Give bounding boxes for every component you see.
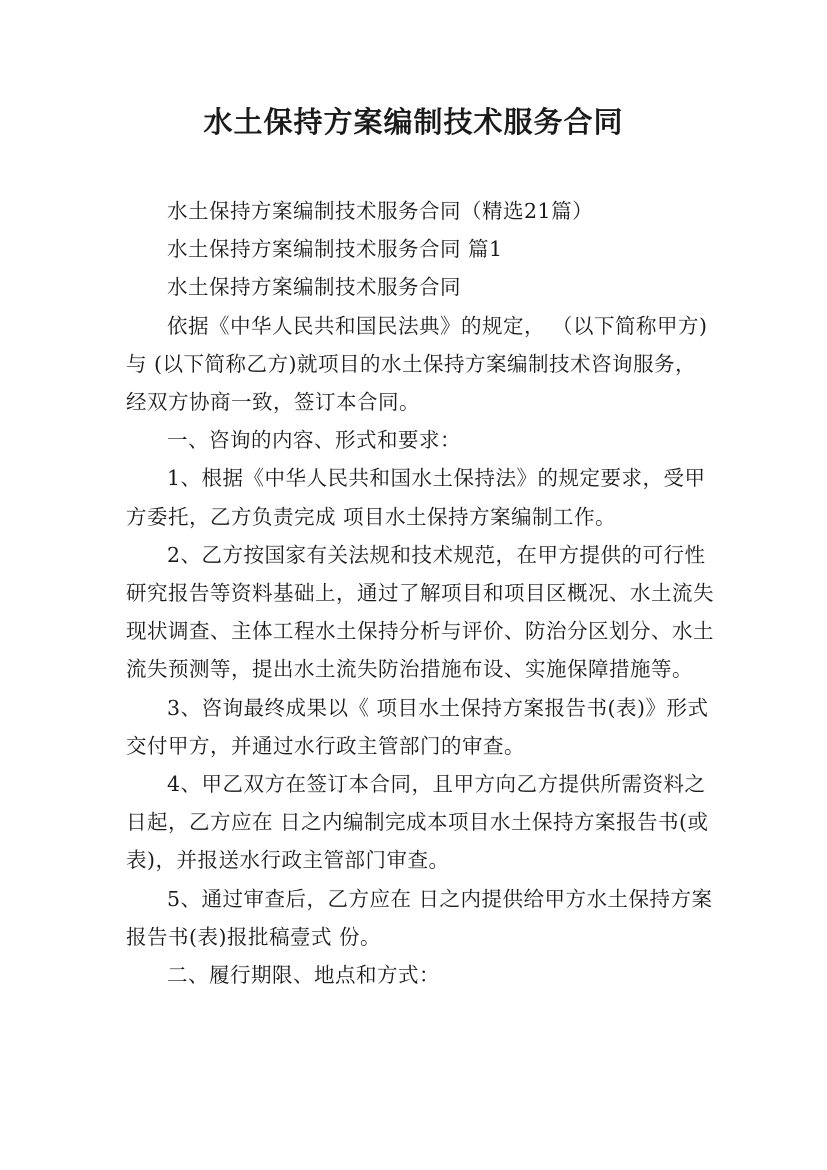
paragraph-selection-title: 水土保持方案编制技术服务合同（精选21篇）: [167, 199, 594, 223]
paragraph-section-two-heading: 二、履行期限、地点和方式：: [167, 963, 440, 988]
paragraph-clause-4: 4、甲乙双方在签订本合同，且甲方向乙方提供所需资料之日起，乙方应在 日之内编制完成本项目水土保持方案报告书(或表)，并报送水行政主管部门审查。: [126, 772, 709, 873]
paragraph-clause-2: 2、乙方按国家有关法规和技术规范，在甲方提供的可行性研究报告等资料基础上，通过了解项目和项目区概况、水土流失现状调查、主体工程水土保持分析与评价、防治分区划分、水土流失预测等，提出水土流失防治措施布设、实施保障措施等。: [126, 542, 714, 682]
paragraph-contract-name: 水土保持方案编制技术服务合同: [167, 275, 461, 300]
paragraph-clause-1: 1、根据《中华人民共和国水土保持法》的规定要求，受甲方委托，乙方负责完成 项目水土保持方案编制工作。: [126, 466, 706, 529]
document-title: 水土保持方案编制技术服务合同: [203, 105, 624, 139]
paragraph-chapter-heading: 水土保持方案编制技术服务合同 篇1: [167, 237, 503, 262]
paragraph-clause-5: 5、通过审查后，乙方应在 日之内提供给甲方水土保持方案报告书(表)报批稿壹式 份。: [126, 886, 713, 949]
paragraph-section-one-heading: 一、咨询的内容、形式和要求：: [167, 428, 461, 453]
paragraph-preamble: 依据《中华人民共和国民法典》的规定， （以下简称甲方)与 (以下简称乙方)就项目的水土保持方案编制技术咨询服务，经双方协商一致，签订本合同。: [126, 313, 708, 415]
document-body: [126, 192, 716, 994]
paragraph-clause-3: 3、咨询最终成果以《 项目水土保持方案报告书(表)》形式交付甲方，并通过水行政主管部门的审查。: [126, 695, 709, 758]
